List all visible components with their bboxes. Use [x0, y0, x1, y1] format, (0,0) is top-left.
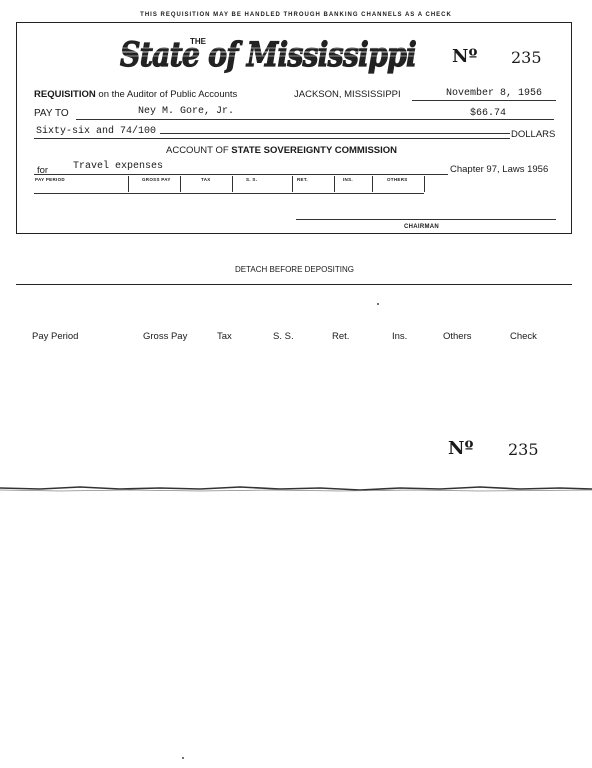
col-divider	[180, 176, 181, 192]
date-underline	[412, 100, 556, 101]
speck	[377, 303, 379, 305]
col-ins: INS.	[343, 177, 353, 182]
payee-value: Ney M. Gore, Jr.	[138, 106, 235, 117]
stub-pay-period: Pay Period	[32, 331, 79, 342]
col-pay-period: PAY PERIOD	[35, 177, 65, 182]
banking-notice: THIS REQUISITION MAY BE HANDLED THROUGH BANKING CHANNELS AS A CHECK	[140, 12, 452, 18]
requisition-label-bold: REQUISITION	[34, 89, 96, 100]
col-divider	[232, 176, 233, 192]
stub-check: Check	[510, 331, 537, 342]
state-of-mississippi-logo	[116, 30, 420, 76]
detach-label: DETACH BEFORE DEPOSITING	[235, 265, 354, 274]
logo-the: THE	[190, 37, 206, 46]
torn-edge	[0, 482, 592, 494]
stub-tax: Tax	[217, 331, 232, 342]
account-label: ACCOUNT OF	[166, 145, 229, 156]
stub-number-symbol: Nº	[448, 438, 474, 459]
account-line	[166, 145, 397, 156]
detach-line	[16, 284, 572, 285]
amount-words-dash	[160, 133, 510, 134]
signature-line	[296, 219, 556, 220]
amount-words-underline	[34, 138, 510, 139]
chapter-label: Chapter 97, Laws 1956	[450, 164, 549, 175]
stub-number: 235	[508, 440, 539, 459]
stub-gross-pay: Gross Pay	[143, 331, 188, 342]
stub-ret: Ret.	[332, 331, 350, 342]
svg-text:State of Mississippi: State of Mississippi	[120, 35, 417, 75]
payee-underline	[76, 119, 470, 120]
stub-ss: S. S.	[273, 331, 294, 342]
date-value: November 8, 1956	[446, 88, 543, 99]
dollars-label: DOLLARS	[511, 129, 556, 140]
col-divider	[292, 176, 293, 192]
col-divider	[424, 176, 425, 192]
speck	[182, 757, 184, 759]
amount-words: Sixty-six and 74/100	[36, 126, 157, 137]
col-ret: RET.	[297, 177, 308, 182]
col-others: OTHERS	[387, 177, 408, 182]
pay-to-label: PAY TO	[34, 108, 69, 119]
stub-ins: Ins.	[392, 331, 408, 342]
amount-underline	[470, 119, 554, 120]
city-label: JACKSON, MISSISSIPPI	[294, 89, 401, 100]
col-tax: TAX	[201, 177, 211, 182]
requisition-number: 235	[511, 48, 542, 67]
for-label: for	[37, 165, 49, 176]
chairman-label: CHAIRMAN	[404, 224, 440, 230]
col-divider	[334, 176, 335, 192]
col-gross-pay: GROSS PAY	[142, 177, 171, 182]
account-name: STATE SOVEREIGNTY COMMISSION	[231, 145, 398, 156]
stub-others: Others	[443, 331, 472, 342]
requisition-label-rest: on the Auditor of Public Accounts	[98, 89, 238, 100]
columns-underline	[34, 193, 424, 194]
number-symbol: Nº	[452, 46, 478, 67]
col-ss: S. S.	[246, 177, 258, 182]
requisition-label	[34, 89, 237, 100]
amount-value: $66.74	[470, 108, 507, 119]
purpose-underline	[34, 174, 448, 175]
purpose-value: Travel expenses	[73, 161, 164, 172]
col-divider	[372, 176, 373, 192]
col-divider	[128, 176, 129, 192]
